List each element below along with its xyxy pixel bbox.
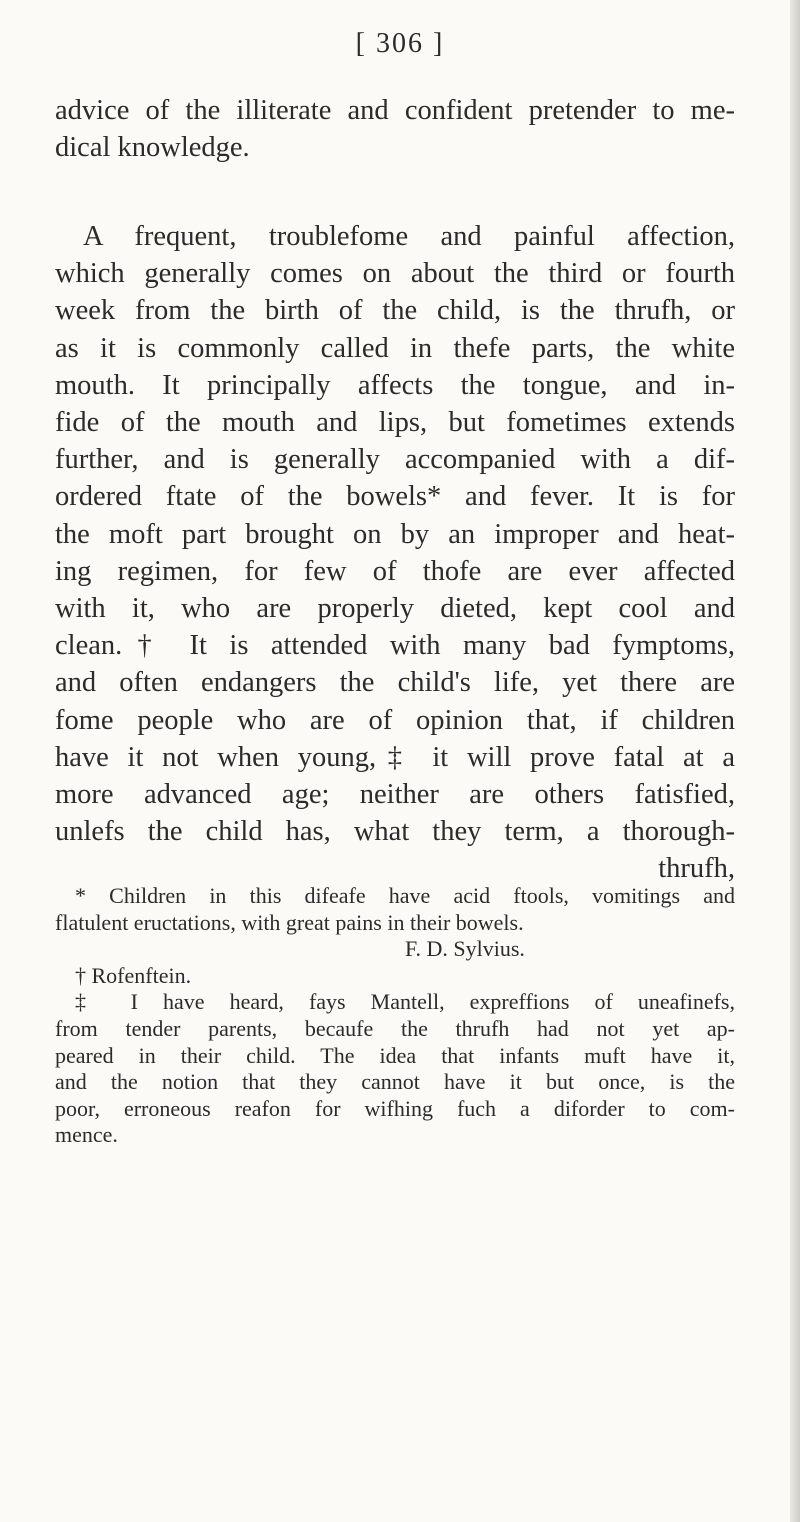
footnote-attribution: F. D. Sylvius. bbox=[405, 936, 525, 962]
footnote-line: * Children in this difeafe have acid ftools, vomitings and bbox=[75, 883, 735, 908]
footnotes bbox=[55, 883, 735, 1149]
text-line: unlefs the child has, what they term, a thorough- bbox=[55, 816, 735, 848]
footnote-line: and the notion that they cannot have it but once, is the bbox=[55, 1069, 735, 1095]
text-line: week from the birth of the child, is the thrufh, or bbox=[55, 295, 735, 327]
text-line: the moft part brought on by an improper and heat- bbox=[55, 518, 735, 550]
text-line: more advanced age; neither are others fatisfied, bbox=[55, 779, 735, 811]
text-line: fide of the mouth and lips, but fometimes extends bbox=[55, 407, 735, 439]
text-line: ordered ftate of the bowels* and fever. It is for bbox=[55, 481, 735, 513]
text-line: clean.† It is attended with many bad fymptoms, bbox=[55, 630, 735, 662]
text-line: ing regimen, for few of thofe are ever affected bbox=[55, 555, 735, 587]
footnote-line: poor, erroneous reafon for wifhing fuch a diforder to com- bbox=[55, 1095, 735, 1121]
intro-text bbox=[55, 92, 735, 166]
text-line: mouth. It principally affects the tongue, and in- bbox=[55, 369, 735, 401]
text-line: dical knowledge. bbox=[55, 132, 250, 164]
text-line: A frequent, troublefome and painful affection, bbox=[83, 221, 735, 252]
footnote-line: from tender parents, becaufe the thrufh had not yet ap- bbox=[55, 1015, 735, 1041]
footnote-line: mence. bbox=[55, 1122, 118, 1148]
page-number: [ 306 ] bbox=[355, 28, 445, 59]
text-line: advice of the illiterate and confident pretender to me- bbox=[55, 95, 735, 126]
main-paragraph bbox=[55, 218, 735, 888]
text-line: as it is commonly called in thefe parts, the white bbox=[55, 332, 735, 364]
text-line: which generally comes on about the third or fourth bbox=[55, 258, 735, 290]
footnote-line: flatulent eructations, with great pains in their bowels. bbox=[55, 909, 524, 935]
catchword: thrufh, bbox=[658, 853, 735, 885]
text-line: fome people who are of opinion that, if children bbox=[55, 704, 735, 736]
text-line: have it not when young,‡ it will prove fatal at a bbox=[55, 741, 735, 773]
text-line: and often endangers the child's life, yet there are bbox=[55, 667, 735, 699]
text-line: further, and is generally accompanied with a dif- bbox=[55, 444, 735, 476]
footnote-line: ‡ I have heard, fays Mantell, expreffions of uneafinefs, bbox=[75, 989, 735, 1015]
footnote-line: peared in their child. The idea that infants muft have it, bbox=[55, 1042, 735, 1068]
text-line: with it, who are properly dieted, kept cool and bbox=[55, 593, 735, 625]
footnote-dagger: † Rofenftein. bbox=[75, 962, 192, 988]
page-edge bbox=[790, 0, 800, 1522]
